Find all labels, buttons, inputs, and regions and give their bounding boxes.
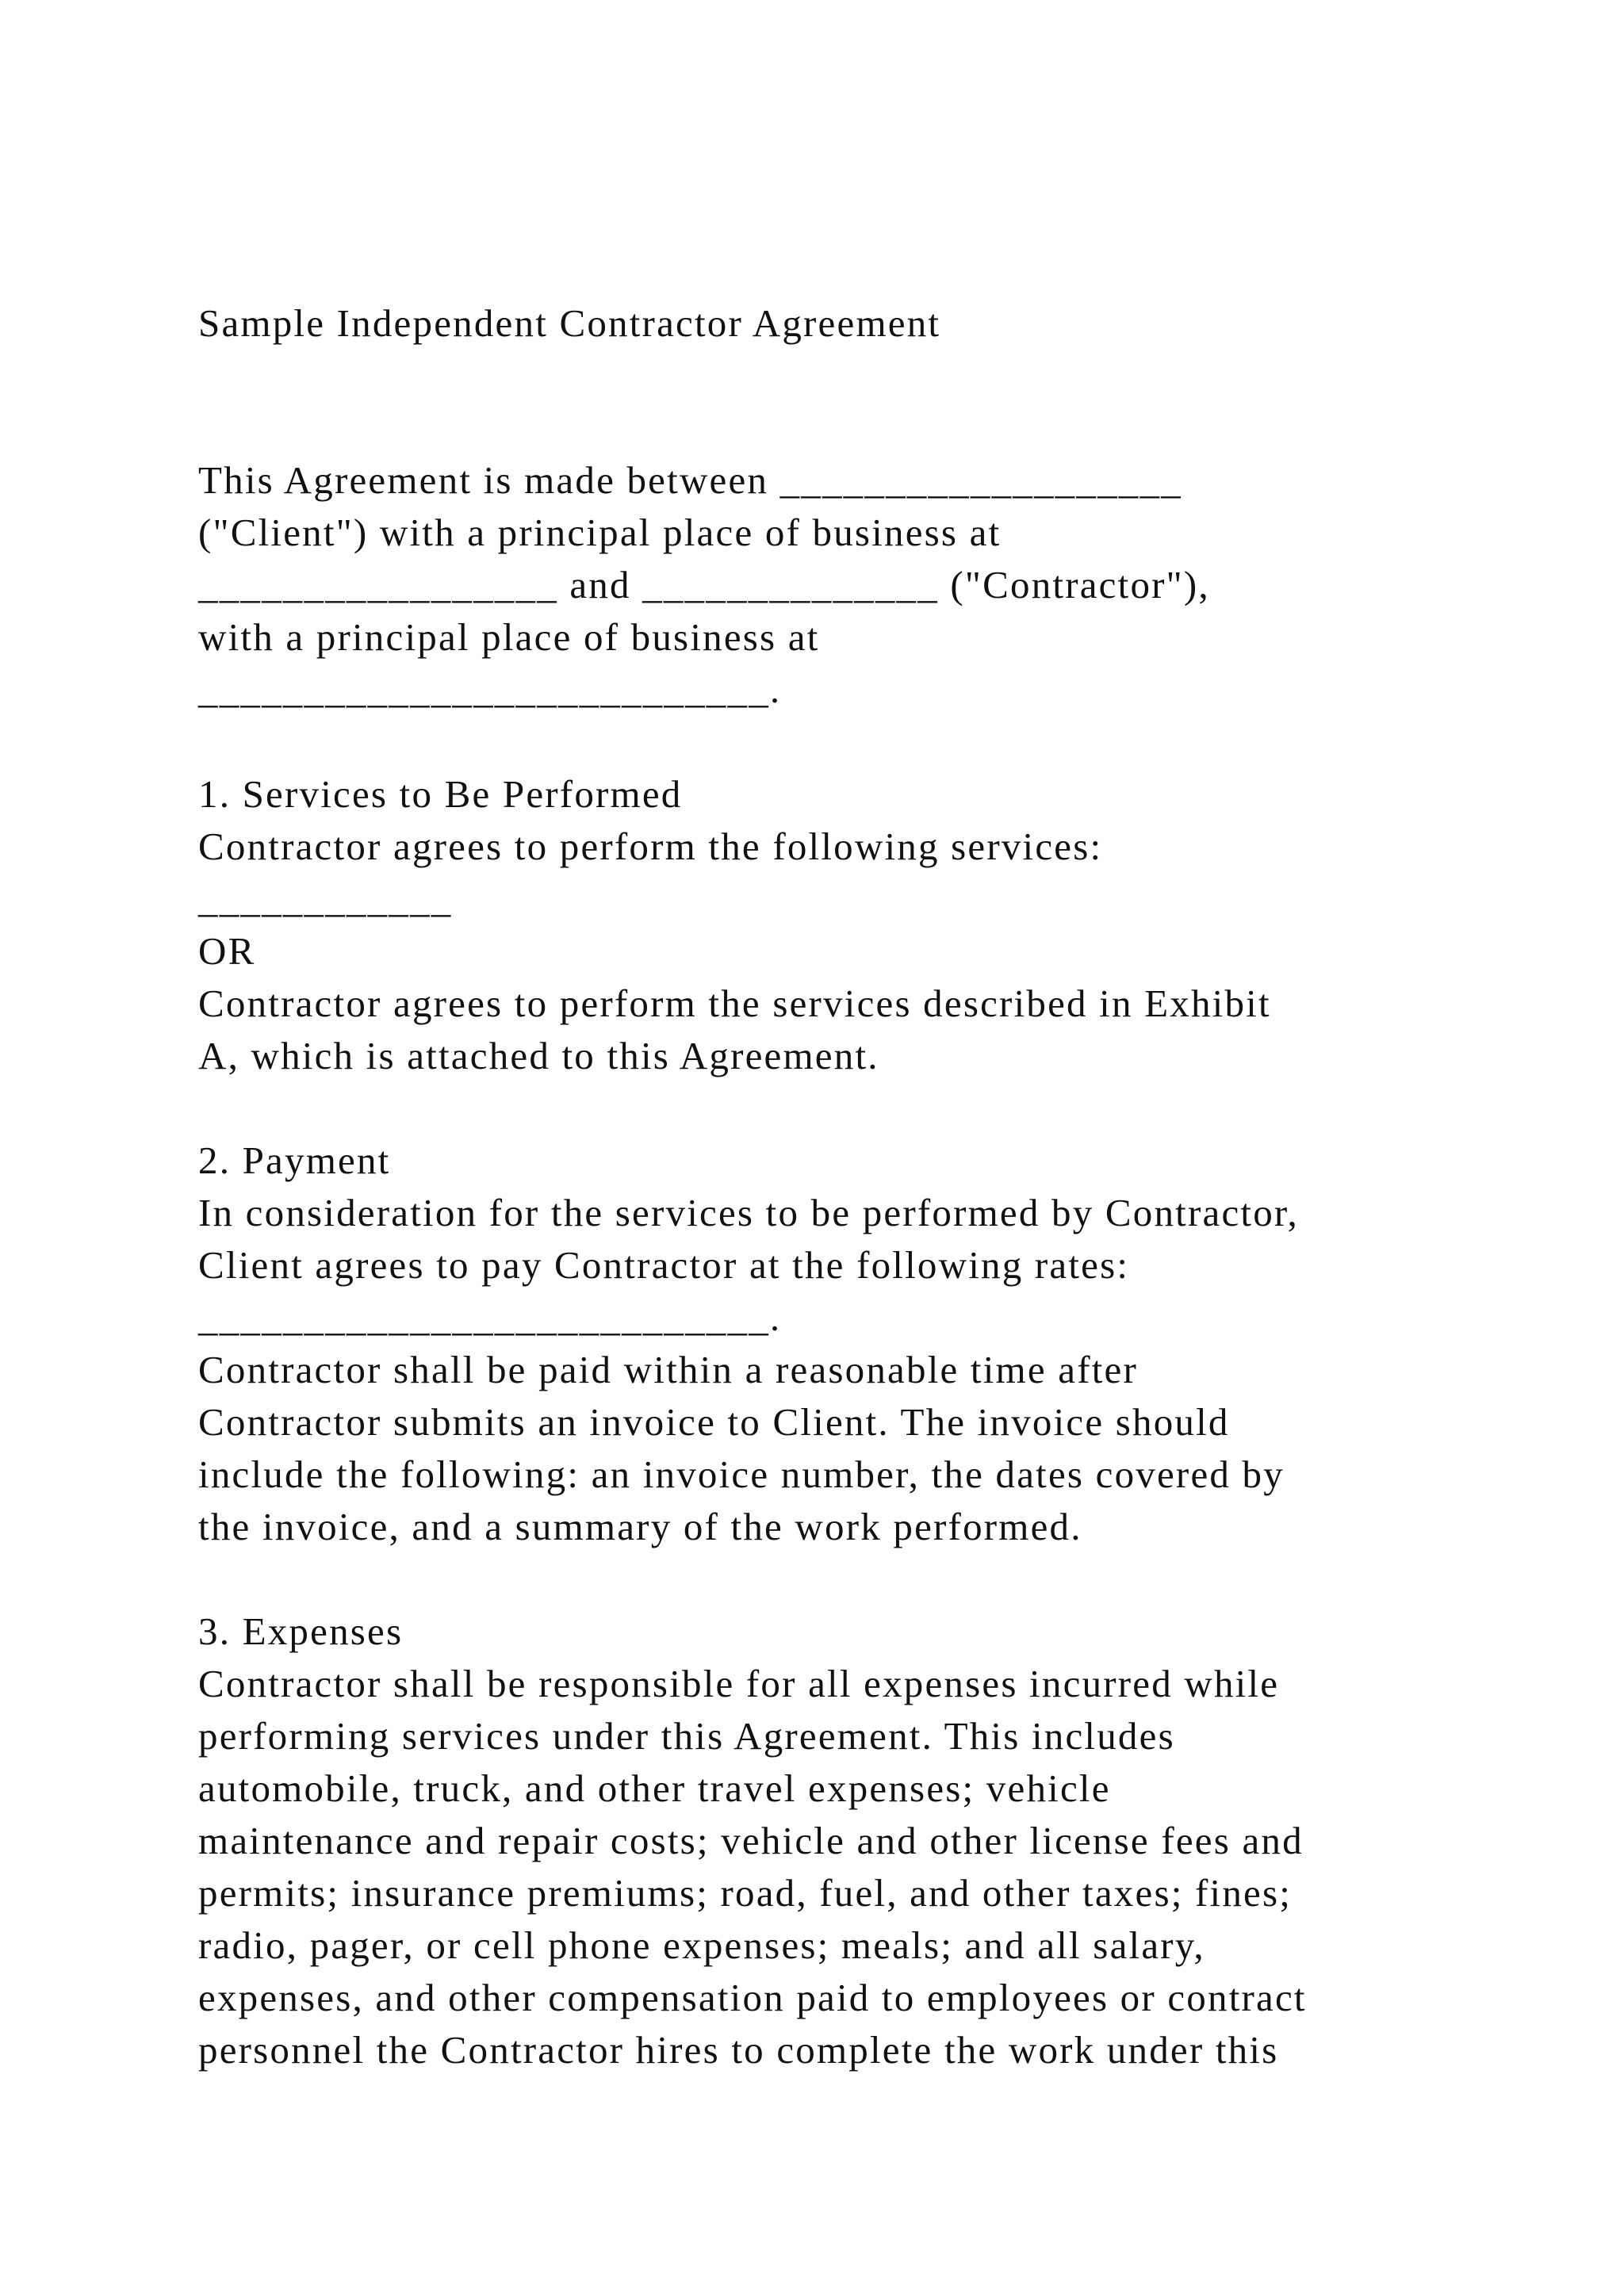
spacer	[198, 716, 1499, 768]
intro-line: ___________________________.	[198, 668, 782, 711]
section-line: expenses, and other compensation paid to employees or contract	[198, 1976, 1307, 2019]
section-line: ____________	[198, 877, 453, 920]
document-body	[198, 297, 1499, 2076]
spacer	[198, 350, 1499, 454]
section-line: Client agrees to pay Contractor at the following rates:	[198, 1243, 1130, 1287]
section-line: the invoice, and a summary of the work performed.	[198, 1505, 1082, 1548]
document-title: Sample Independent Contractor Agreement	[198, 301, 941, 345]
section-line: ___________________________.	[198, 1295, 782, 1339]
section-line: include the following: an invoice number, the dates covered by	[198, 1452, 1285, 1496]
intro-line: This Agreement is made between ___________________	[198, 458, 1182, 502]
intro-line: _________________ and ______________ ("Contractor"),	[198, 563, 1210, 607]
section-line: radio, pager, or cell phone expenses; meals; and all salary,	[198, 1923, 1205, 1967]
section-heading: 2. Payment	[198, 1138, 391, 1182]
section-expenses	[198, 1605, 1499, 2076]
intro-line: with a principal place of business at	[198, 615, 820, 659]
intro-line: ("Client") with a principal place of business at	[198, 511, 1002, 554]
section-line: maintenance and repair costs; vehicle and other license fees and	[198, 1819, 1304, 1862]
section-services	[198, 768, 1499, 1082]
section-line: Contractor agrees to perform the services described in Exhibit	[198, 982, 1271, 1025]
section-heading: 3. Expenses	[198, 1609, 404, 1653]
section-line: OR	[198, 929, 256, 973]
section-line: Contractor submits an invoice to Client. The invoice should	[198, 1400, 1230, 1444]
section-line: performing services under this Agreement. This includes	[198, 1714, 1175, 1758]
spacer	[198, 1553, 1499, 1605]
section-line: personnel the Contractor hires to complete the work under this	[198, 2028, 1279, 2072]
section-line: automobile, truck, and other travel expenses; vehicle	[198, 1766, 1111, 1810]
section-line: Contractor agrees to perform the following services:	[198, 825, 1103, 868]
section-line: Contractor shall be responsible for all expenses incurred while	[198, 1662, 1280, 1705]
section-line: In consideration for the services to be performed by Contractor,	[198, 1191, 1299, 1234]
intro-paragraph	[198, 454, 1499, 716]
section-heading: 1. Services to Be Performed	[198, 772, 683, 816]
section-line: permits; insurance premiums; road, fuel, and other taxes; fines;	[198, 1871, 1293, 1915]
spacer	[198, 1082, 1499, 1135]
section-payment	[198, 1135, 1499, 1553]
section-line: Contractor shall be paid within a reasonable time after	[198, 1348, 1139, 1391]
section-line: A, which is attached to this Agreement.	[198, 1034, 879, 1077]
